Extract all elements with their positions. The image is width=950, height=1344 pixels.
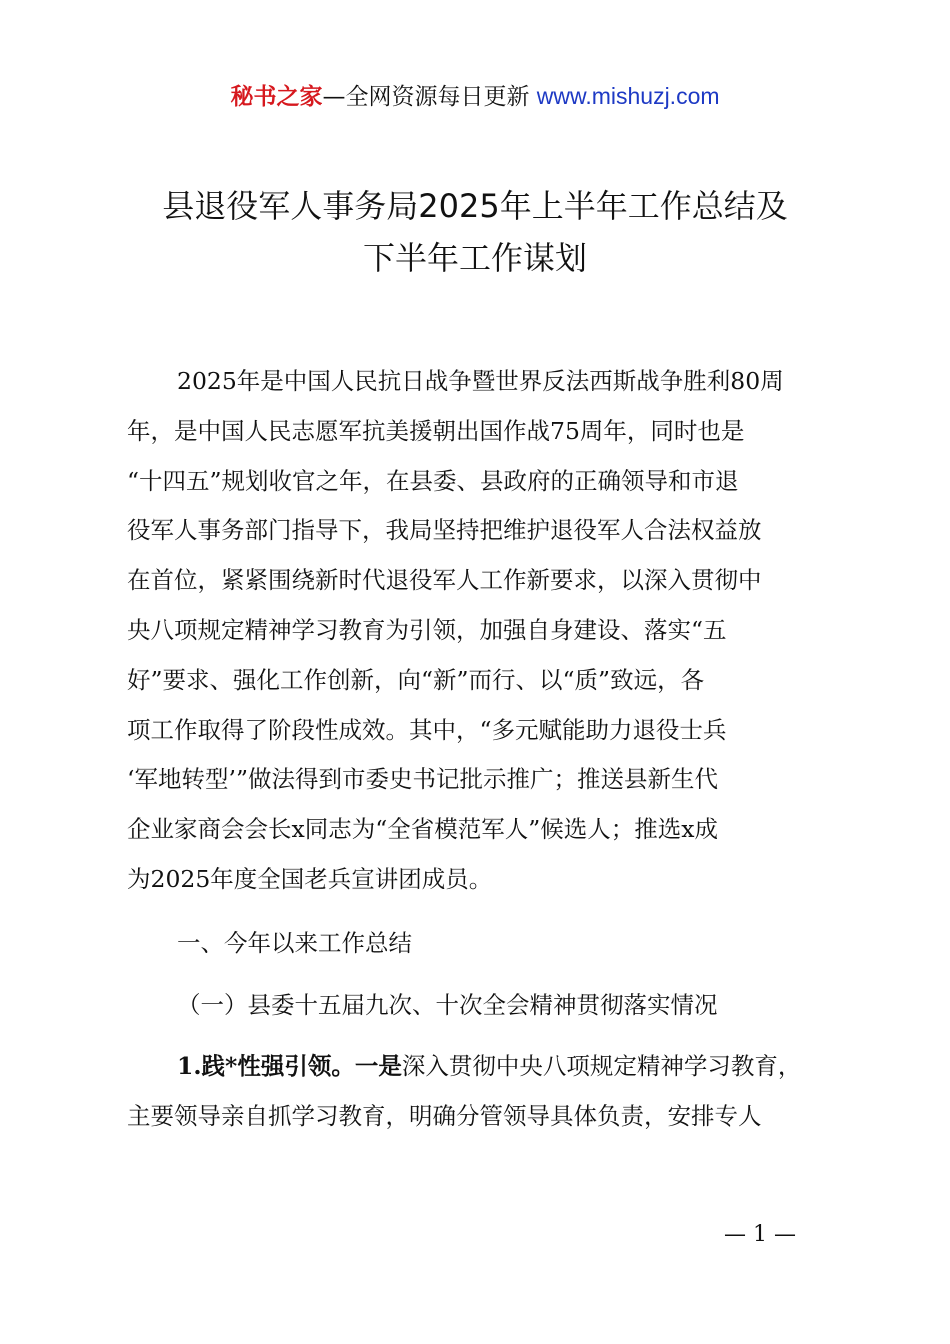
site-brand: 秘书之家 xyxy=(230,84,323,110)
site-slogan: —全网资源每日更新 xyxy=(322,84,530,110)
document-title xyxy=(0,180,950,284)
title-line-2: 下半年工作谋划 xyxy=(362,239,587,277)
subsection-heading: （一）县委十五届九次、十次全会精神贯彻落实情况 xyxy=(177,990,718,1019)
paragraph-line: 2025年是中国人民抗日战争暨世界反法西斯战争胜利80周 xyxy=(177,367,784,395)
item-text: 深入贯彻中央八项规定精神学习教育， xyxy=(401,1052,802,1081)
item-paragraph xyxy=(127,1042,832,1142)
intro-paragraph xyxy=(127,357,832,905)
paragraph-line: ‘军地转型’”做法得到市委史书记批示推广；推送县新生代 xyxy=(127,765,718,794)
paragraph-line xyxy=(127,1042,832,1092)
paragraph-line: 项工作取得了阶段性成效。其中，“多元赋能助力退役士兵 xyxy=(127,715,727,744)
paragraph-line: 年，是中国人民志愿军抗美援朝出国作战75周年，同时也是 xyxy=(127,416,745,445)
paragraph-line: 役军人事务部门指导下，我局坚持把维护退役军人合法权益放 xyxy=(127,516,762,545)
document-body xyxy=(127,357,832,1142)
site-header xyxy=(0,80,950,113)
paragraph-line: “十四五”规划收官之年，在县委、县政府的正确领导和市退 xyxy=(127,466,739,495)
page-number: — 1 — xyxy=(724,1222,796,1247)
item-lead: 一是 xyxy=(354,1052,402,1081)
paragraph-line: 主要领导亲自抓学习教育，明确分管领导具体负责，安排专人 xyxy=(127,1102,762,1131)
paragraph-line: 为2025年度全国老兵宣讲团成员。 xyxy=(127,864,493,893)
title-line-1: 县退役军人事务局2025年上半年工作总结及 xyxy=(162,187,788,225)
site-url-link[interactable]: www.mishuzj.com xyxy=(536,83,720,109)
paragraph-line: 在首位，紧紧围绕新时代退役军人工作新要求，以深入贯彻中 xyxy=(127,566,762,595)
paragraph-line: 好”要求、强化工作创新，向“新”而行、以“质”致远，各 xyxy=(127,665,705,694)
paragraph-line: 企业家商会会长x同志为“全省模范军人”候选人；推选x成 xyxy=(127,815,719,844)
item-heading: 1.践*性强引领。 xyxy=(177,1052,355,1081)
paragraph-line: 央八项规定精神学习教育为引领，加强自身建设、落实“五 xyxy=(127,615,727,644)
section-heading: 一、今年以来工作总结 xyxy=(177,928,412,957)
